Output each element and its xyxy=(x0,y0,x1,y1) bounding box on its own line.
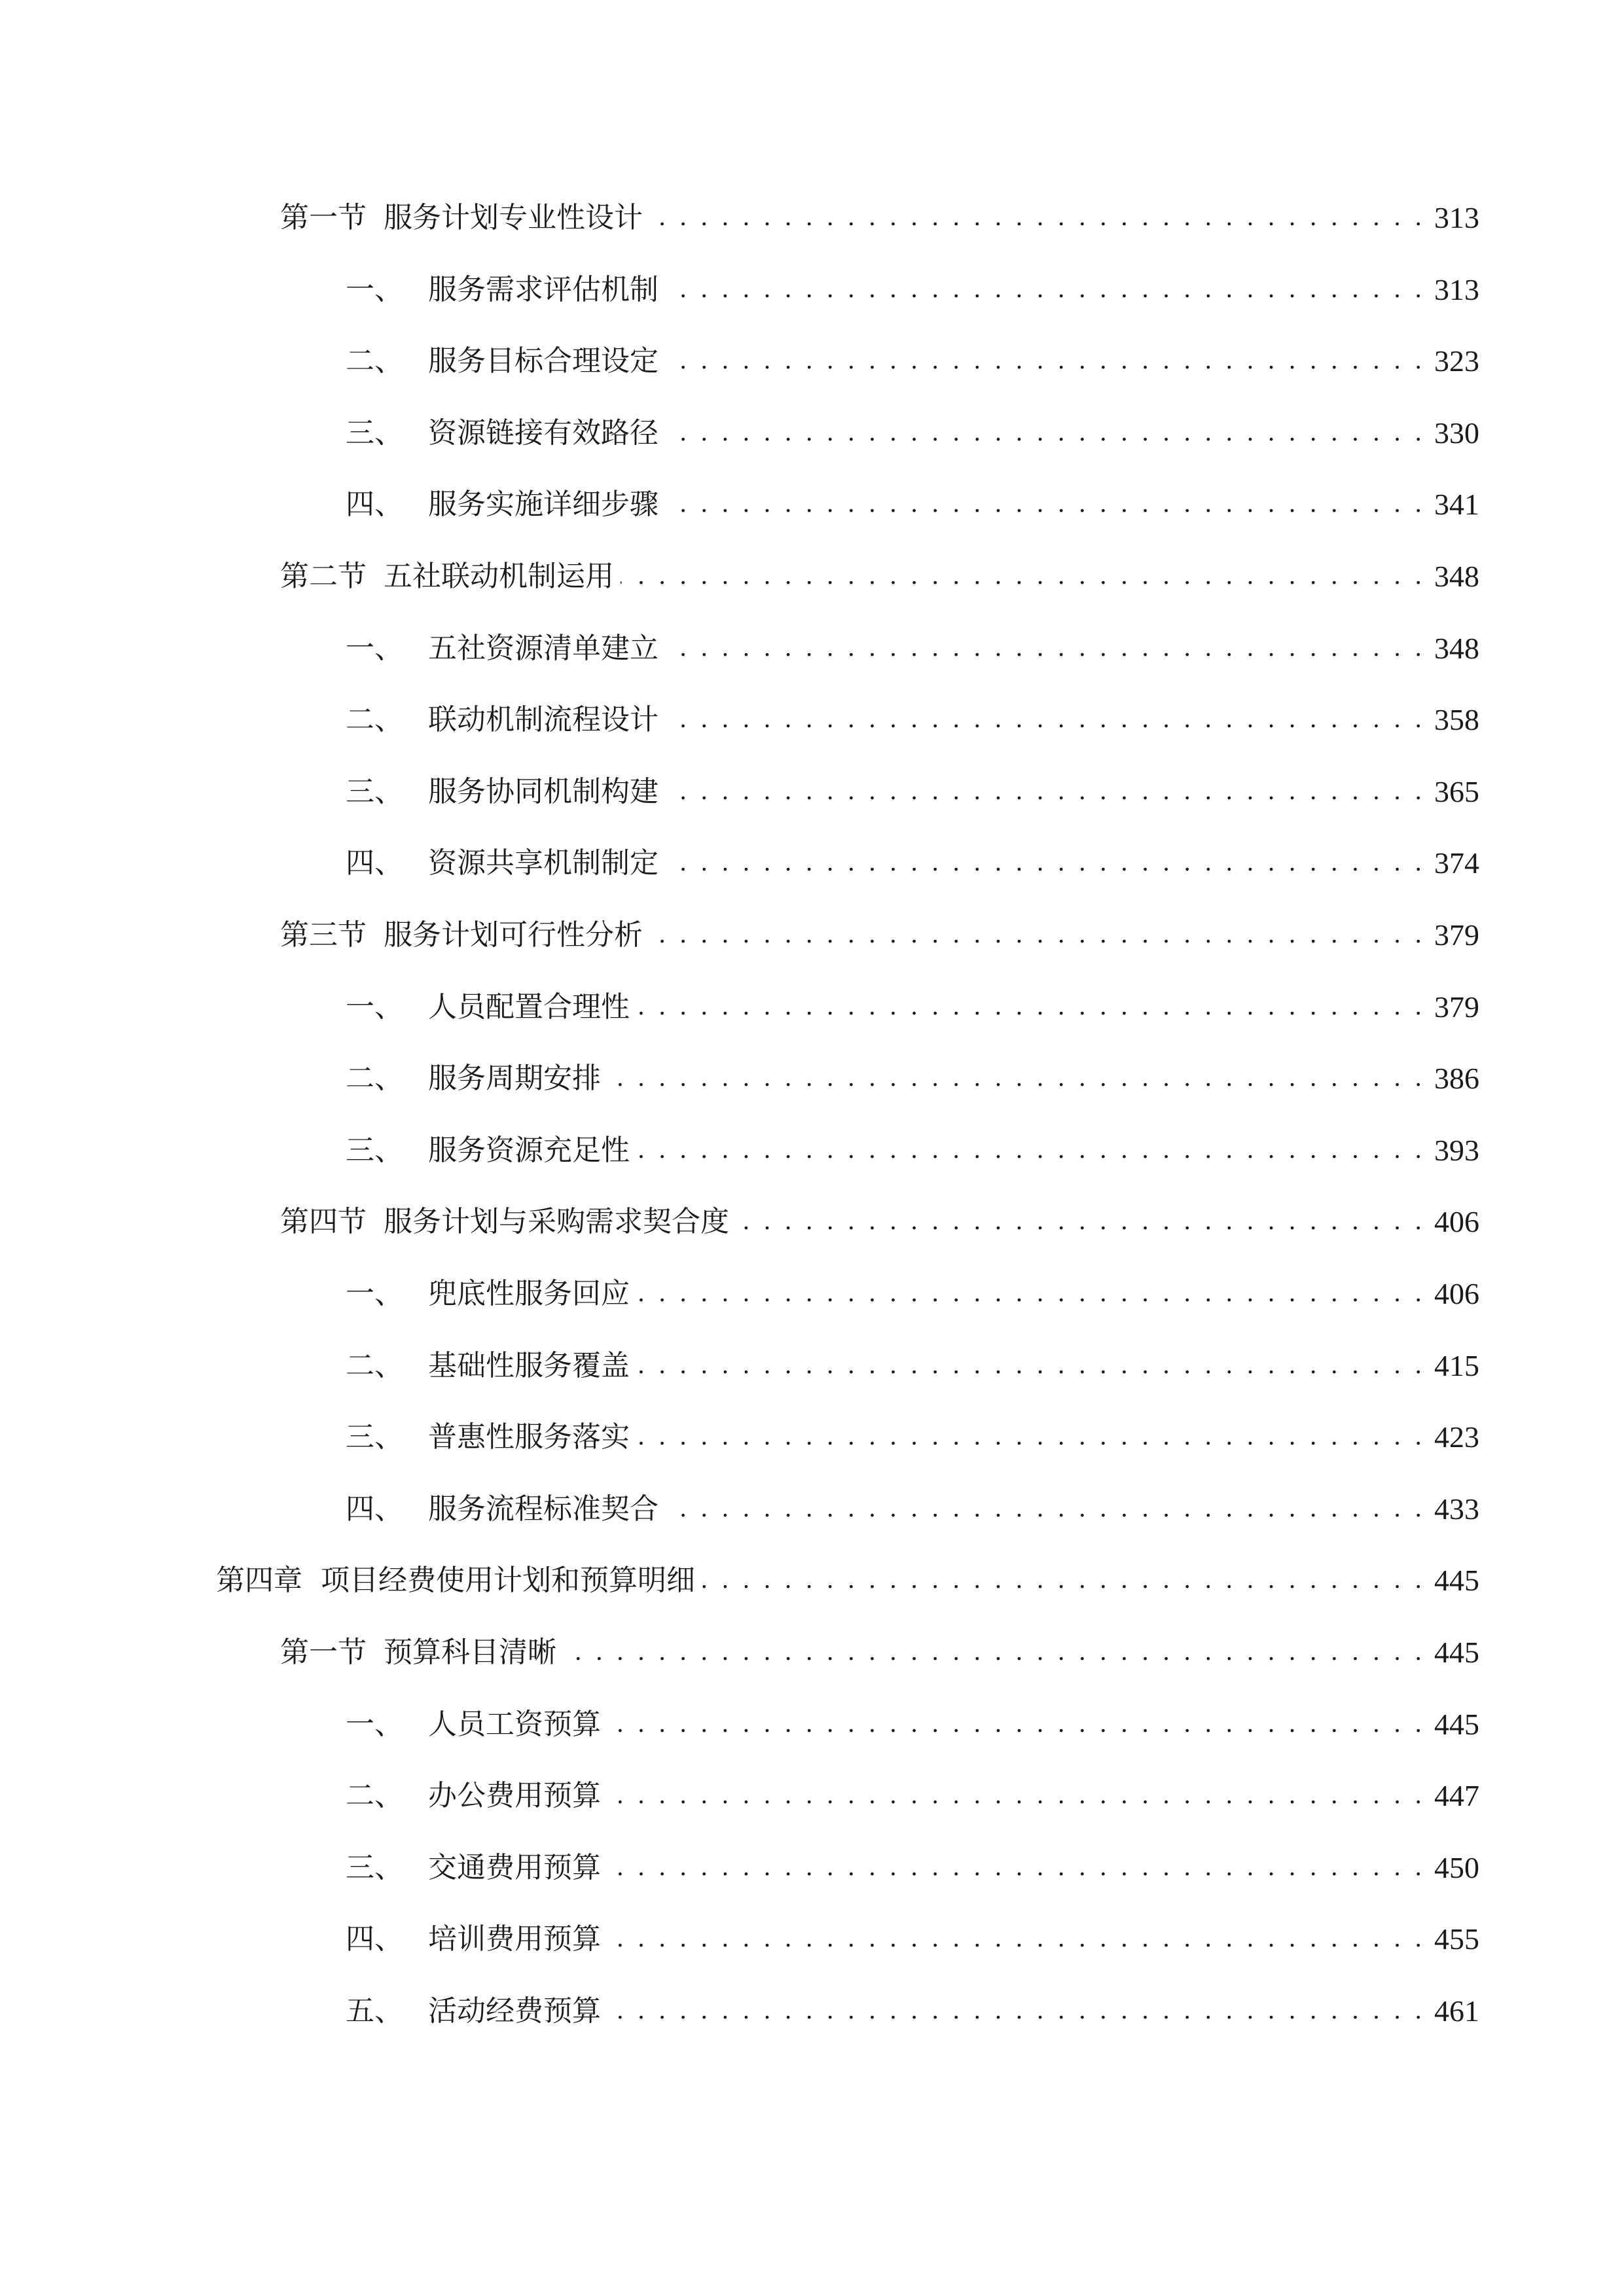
toc-entry[interactable] xyxy=(346,407,1479,459)
toc-entry[interactable] xyxy=(346,335,1479,387)
toc-entry[interactable] xyxy=(346,1842,1479,1894)
toc-entry-title: 资源链接有效路径 xyxy=(428,416,659,450)
toc-dot-leader xyxy=(607,1770,1425,1822)
toc-entry[interactable] xyxy=(280,192,1479,244)
toc-dot-leader xyxy=(636,1268,1425,1320)
toc-page-number: 374 xyxy=(1434,846,1479,880)
toc-entry-title: 人员配置合理性 xyxy=(428,990,630,1024)
toc-entry-title: 五社联动机制运用 xyxy=(384,560,614,593)
toc-dot-leader xyxy=(636,1411,1425,1463)
toc-page-number: 406 xyxy=(1434,1277,1479,1310)
toc-page-number: 445 xyxy=(1434,1707,1479,1741)
toc-entry[interactable] xyxy=(346,478,1479,531)
toc-entry[interactable] xyxy=(280,1196,1479,1248)
toc-dot-leader xyxy=(636,1124,1425,1177)
toc-entry[interactable] xyxy=(346,694,1479,746)
toc-entry-number: 一、 xyxy=(346,1707,403,1741)
toc-dot-leader xyxy=(736,1196,1425,1248)
toc-page-number: 341 xyxy=(1434,488,1479,522)
toc-entry-number: 二、 xyxy=(346,1779,403,1813)
toc-page-number: 455 xyxy=(1434,1922,1479,1956)
toc-dot-leader xyxy=(621,550,1425,603)
toc-entry-number: 四、 xyxy=(346,1922,403,1956)
toc-dot-leader xyxy=(665,478,1425,531)
toc-entry[interactable] xyxy=(346,264,1479,316)
toc-entry-title: 服务流程标准契合 xyxy=(428,1492,659,1526)
toc-page-number: 323 xyxy=(1434,344,1479,378)
toc-entry-title: 培训费用预算 xyxy=(428,1922,601,1956)
toc-entry-title: 活动经费预算 xyxy=(428,1994,601,2028)
toc-page-number: 445 xyxy=(1434,1636,1479,1669)
toc-entry-title: 服务协同机制构建 xyxy=(428,774,659,808)
toc-page-number: 447 xyxy=(1434,1779,1479,1813)
toc-dot-leader xyxy=(665,694,1425,746)
toc-entry-number: 二、 xyxy=(346,703,403,737)
toc-entry-title: 五社资源清单建立 xyxy=(428,631,659,665)
toc-page-number: 348 xyxy=(1434,560,1479,593)
toc-dot-leader xyxy=(636,981,1425,1033)
toc-entry[interactable] xyxy=(346,1340,1479,1392)
toc-entry-number: 第二节 xyxy=(280,560,367,593)
toc-entry-title: 预算科目清晰 xyxy=(384,1636,556,1669)
toc-entry[interactable] xyxy=(346,1052,1479,1105)
toc-dot-leader xyxy=(607,1052,1425,1105)
toc-page-number: 358 xyxy=(1434,703,1479,737)
toc-page-number: 415 xyxy=(1434,1348,1479,1382)
toc-dot-leader xyxy=(665,837,1425,889)
toc-entry-number: 第四节 xyxy=(280,1205,367,1239)
toc-entry[interactable] xyxy=(346,981,1479,1033)
toc-entry-number: 三、 xyxy=(346,1133,403,1167)
toc-entry[interactable] xyxy=(280,550,1479,603)
toc-entry-number: 五、 xyxy=(346,1994,403,2028)
toc-page-number: 433 xyxy=(1434,1492,1479,1526)
toc-entry-title: 服务周期安排 xyxy=(428,1062,601,1096)
toc-entry[interactable] xyxy=(280,909,1479,961)
toc-page-number: 445 xyxy=(1434,1564,1479,1598)
toc-dot-leader xyxy=(702,1554,1425,1607)
toc-entry-title: 服务需求评估机制 xyxy=(428,272,659,306)
toc-dot-leader xyxy=(563,1626,1425,1679)
toc-page-number: 313 xyxy=(1434,272,1479,306)
toc-entry-number: 三、 xyxy=(346,1850,403,1884)
toc-dot-leader xyxy=(649,909,1425,961)
toc-page-number: 379 xyxy=(1434,990,1479,1024)
toc-entry-title: 服务实施详细步骤 xyxy=(428,488,659,522)
toc-entry-number: 四、 xyxy=(346,1492,403,1526)
toc-dot-leader xyxy=(607,1698,1425,1751)
toc-dot-leader xyxy=(607,1913,1425,1965)
toc-entry-title: 服务计划专业性设计 xyxy=(384,201,643,234)
toc-entry-number: 一、 xyxy=(346,1277,403,1310)
toc-entry-title: 服务目标合理设定 xyxy=(428,344,659,378)
toc-dot-leader xyxy=(665,264,1425,316)
toc-dot-leader xyxy=(665,622,1425,675)
toc-entry-number: 第一节 xyxy=(280,201,367,234)
toc-page-number: 450 xyxy=(1434,1850,1479,1884)
toc-entry[interactable] xyxy=(346,1698,1479,1751)
toc-entry[interactable] xyxy=(346,1913,1479,1965)
toc-entry-title: 交通费用预算 xyxy=(428,1850,601,1884)
toc-entry[interactable] xyxy=(280,1626,1479,1679)
toc-entry-title: 基础性服务覆盖 xyxy=(428,1348,630,1382)
toc-entry[interactable] xyxy=(346,1411,1479,1463)
toc-dot-leader xyxy=(665,335,1425,387)
toc-entry-title: 办公费用预算 xyxy=(428,1779,601,1813)
toc-entry-title: 资源共享机制制定 xyxy=(428,846,659,880)
toc-entry[interactable] xyxy=(346,766,1479,818)
toc-page-number: 365 xyxy=(1434,774,1479,808)
toc-entry-title: 普惠性服务落实 xyxy=(428,1420,630,1454)
toc-entry-number: 一、 xyxy=(346,631,403,665)
toc-dot-leader xyxy=(607,1842,1425,1894)
toc-entry[interactable] xyxy=(346,837,1479,889)
toc-entry-title: 服务计划与采购需求契合度 xyxy=(384,1205,729,1239)
toc-dot-leader xyxy=(665,1483,1425,1535)
toc-page-number: 313 xyxy=(1434,201,1479,234)
toc-entry-number: 三、 xyxy=(346,416,403,450)
toc-page-number: 330 xyxy=(1434,416,1479,450)
toc-entry-title: 项目经费使用计划和预算明细 xyxy=(321,1564,695,1598)
toc-entry-number: 第一节 xyxy=(280,1636,367,1669)
toc-dot-leader xyxy=(607,1985,1425,2037)
toc-entry[interactable] xyxy=(346,1483,1479,1535)
toc-dot-leader xyxy=(665,766,1425,818)
toc-entry-number: 第四章 xyxy=(216,1564,302,1598)
toc-entry[interactable] xyxy=(216,1554,1479,1607)
toc-page-number: 423 xyxy=(1434,1420,1479,1454)
toc-entry-title: 联动机制流程设计 xyxy=(428,703,659,737)
toc-entry[interactable] xyxy=(346,1985,1479,2037)
toc-entry-number: 四、 xyxy=(346,488,403,522)
toc-page-number: 386 xyxy=(1434,1062,1479,1096)
toc-entry-number: 一、 xyxy=(346,272,403,306)
toc-entry-title: 兜底性服务回应 xyxy=(428,1277,630,1310)
toc-entry-number: 二、 xyxy=(346,1348,403,1382)
toc-entry-number: 一、 xyxy=(346,990,403,1024)
toc-entry[interactable] xyxy=(346,622,1479,675)
toc-entry-number: 三、 xyxy=(346,774,403,808)
toc-entry[interactable] xyxy=(346,1770,1479,1822)
toc-entry-title: 服务资源充足性 xyxy=(428,1133,630,1167)
toc-dot-leader xyxy=(665,407,1425,459)
toc-page-number: 379 xyxy=(1434,918,1479,952)
toc-entry-number: 二、 xyxy=(346,344,403,378)
toc-entry[interactable] xyxy=(346,1124,1479,1177)
toc-page-number: 348 xyxy=(1434,631,1479,665)
toc-entry-number: 三、 xyxy=(346,1420,403,1454)
toc-page-number: 461 xyxy=(1434,1994,1479,2028)
toc-page-number: 406 xyxy=(1434,1205,1479,1239)
toc-entry-number: 第三节 xyxy=(280,918,367,952)
toc-page-number: 393 xyxy=(1434,1133,1479,1167)
toc-entry-number: 二、 xyxy=(346,1062,403,1096)
toc-entry[interactable] xyxy=(346,1268,1479,1320)
toc-entry-title: 人员工资预算 xyxy=(428,1707,601,1741)
toc-dot-leader xyxy=(636,1340,1425,1392)
toc-entry-title: 服务计划可行性分析 xyxy=(384,918,643,952)
toc-entry-number: 四、 xyxy=(346,846,403,880)
toc-dot-leader xyxy=(649,192,1425,244)
